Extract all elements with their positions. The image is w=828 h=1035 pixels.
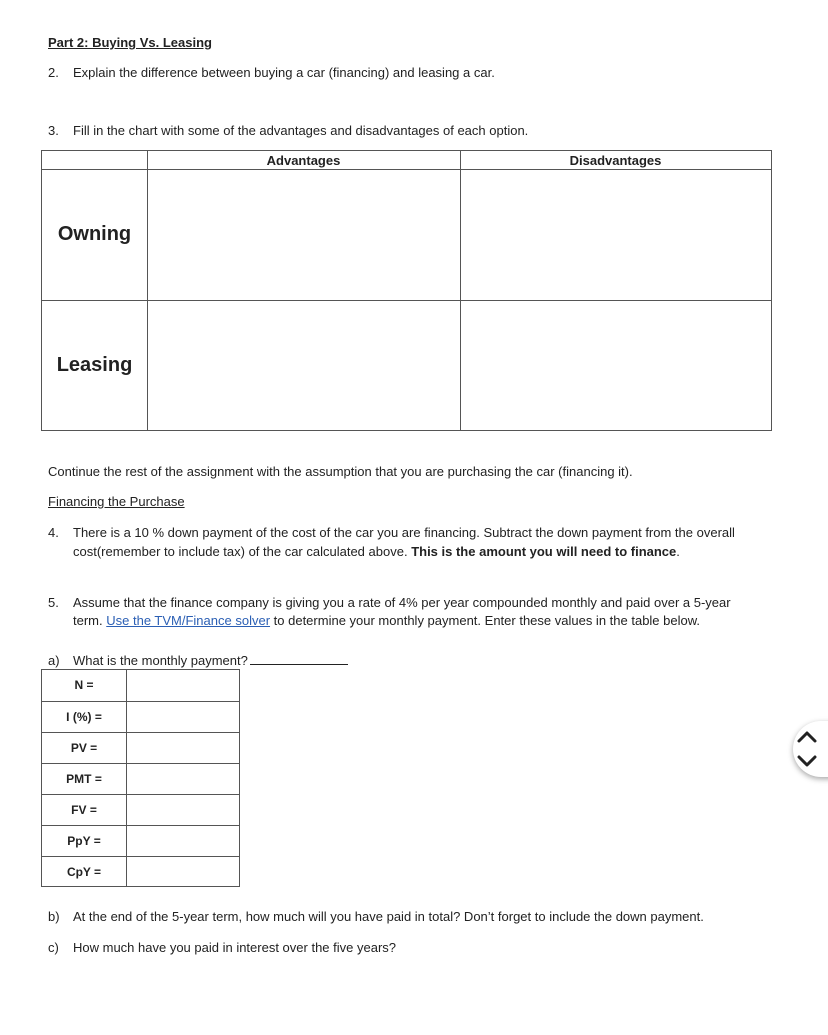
- tvm-value-n[interactable]: [127, 670, 239, 701]
- advantages-header: Advantages: [266, 153, 341, 168]
- question-c-number: c): [48, 940, 59, 955]
- question-3-text: Fill in the chart with some of the advantages and disadvantages of each option.: [73, 123, 529, 138]
- question-4-cont: [73, 544, 680, 559]
- question-4-line2: cost(remember to include tax) of the car calculated above.: [73, 544, 408, 559]
- tvm-label-i: I (%) =: [66, 710, 102, 724]
- question-c-text: How much have you paid in interest over the five years?: [73, 940, 397, 955]
- chevron-down-icon: [793, 749, 828, 773]
- question-c: [48, 940, 396, 955]
- question-a-text: What is the monthly payment?: [73, 653, 248, 668]
- tvm-label-cpy: CpY =: [66, 865, 102, 879]
- tvm-solver-link[interactable]: Use the TVM/Finance solver: [106, 613, 271, 628]
- next-page-button[interactable]: [793, 749, 828, 775]
- question-2-number: 2.: [48, 65, 59, 80]
- question-5-line1: Assume that the finance company is giving you a rate of 4% per year compounded monthly and paid over a 5-year: [73, 595, 731, 610]
- owning-row-label: Owning: [57, 223, 132, 245]
- question-4-line1: There is a 10 % down payment of the cost of the car you are financing. Subtract the down payment from the overall: [73, 525, 735, 540]
- question-b-number: b): [48, 909, 60, 924]
- disadvantages-header: Disadvantages: [569, 153, 662, 168]
- tvm-label-pmt: PMT =: [66, 772, 102, 786]
- tvm-table: [41, 669, 240, 887]
- question-5-rest: to determine your monthly payment. Enter these values in the table below.: [273, 613, 701, 628]
- advantages-chart: [41, 150, 772, 431]
- tvm-label-ppy: PpY =: [67, 834, 101, 848]
- tvm-label-pv: PV =: [70, 741, 98, 755]
- owning-disadvantages-cell[interactable]: [461, 170, 770, 299]
- tvm-label-n: N =: [74, 678, 94, 692]
- financing-title: Financing the Purchase: [48, 494, 185, 509]
- leasing-disadvantages-cell[interactable]: [461, 301, 770, 430]
- part-title: Part 2: Buying Vs. Leasing: [48, 35, 212, 50]
- question-4-number: 4.: [48, 525, 59, 540]
- tvm-value-cpy[interactable]: [127, 857, 239, 886]
- answer-blank[interactable]: [250, 654, 348, 665]
- question-4-end: .: [676, 544, 680, 559]
- question-a: [48, 653, 348, 668]
- tvm-label-fv: FV =: [71, 803, 97, 817]
- tvm-value-ppy[interactable]: [127, 826, 239, 856]
- tvm-value-pv[interactable]: [127, 733, 239, 763]
- question-5-cont: [73, 613, 700, 628]
- tvm-value-fv[interactable]: [127, 795, 239, 825]
- tvm-value-i[interactable]: [127, 702, 239, 732]
- question-a-number: a): [48, 653, 60, 668]
- continue-text: Continue the rest of the assignment with the assumption that you are purchasing the car (financing it).: [48, 464, 633, 479]
- page-nav-widget: [793, 721, 828, 777]
- chevron-up-icon: [793, 725, 828, 749]
- question-5: [48, 595, 731, 610]
- question-3-number: 3.: [48, 123, 59, 138]
- question-5-number: 5.: [48, 595, 59, 610]
- owning-advantages-cell[interactable]: [148, 170, 459, 299]
- leasing-advantages-cell[interactable]: [148, 301, 459, 430]
- question-5-term: term.: [73, 613, 103, 628]
- question-4-bold: This is the amount you will need to finance: [411, 544, 677, 559]
- question-2: [48, 65, 495, 80]
- question-b: [48, 909, 704, 924]
- question-b-text: At the end of the 5-year term, how much will you have paid in total? Don’t forget to include the down payment.: [73, 909, 704, 924]
- leasing-row-label: Leasing: [56, 354, 133, 376]
- question-4: [48, 525, 735, 540]
- previous-page-button[interactable]: [793, 725, 828, 751]
- tvm-value-pmt[interactable]: [127, 764, 239, 794]
- question-3: [48, 123, 528, 138]
- question-2-text: Explain the difference between buying a car (financing) and leasing a car.: [73, 65, 495, 80]
